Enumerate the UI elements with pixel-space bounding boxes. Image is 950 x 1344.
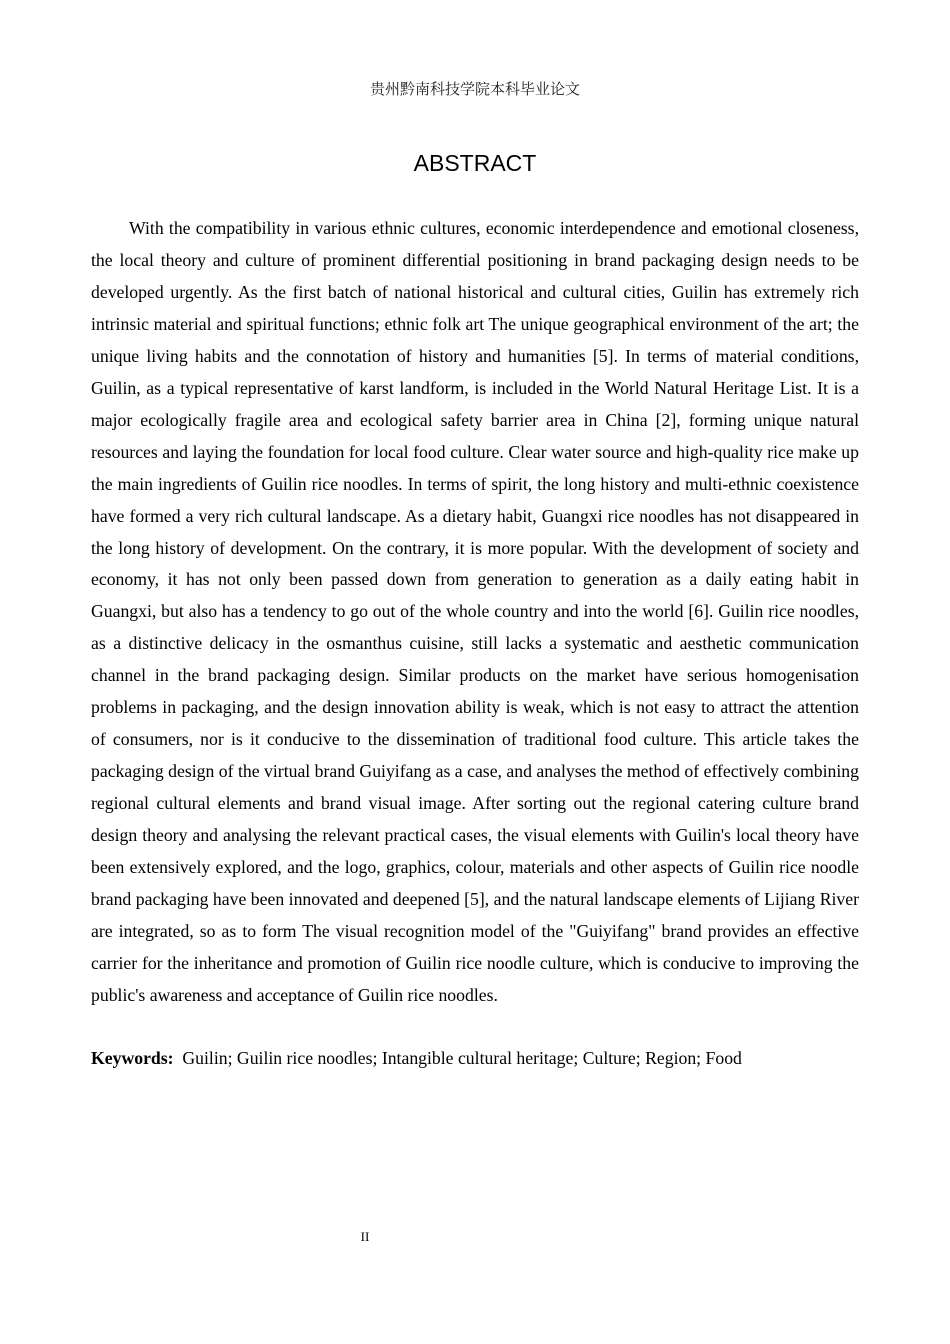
keywords-line <box>91 1043 859 1075</box>
running-header: 贵州黔南科技学院本科毕业论文 <box>369 80 580 98</box>
abstract-body: With the compatibility in various ethnic cultures, economic interdependence and emotional closeness, the local theory and culture of prominent differential positioning in brand packaging design needs to be developed urgently. As the first batch of national historical and cultural cities, Guilin has extremely rich intrinsic material and spiritual functions; ethnic folk art The unique geographical environment of the art; the unique living habits and the connotation of history and humanities [5]. In terms of material conditions, Guilin, as a typical representative of karst landform, is included in the World Natural Heritage List. It is a major ecologically fragile area and ecological safety barrier area in China [2], forming unique natural resources and laying the foundation for local food culture. Clear water source and high-quality rice make up the main ingredients of Guilin rice noodles. In terms of spirit, the long history and multi-ethnic coexistence have formed a very rich cultural landscape. As a dietary habit, Guangxi rice noodles has not disappeared in the long history of development. On the contrary, it is more popular. With the development of society and economy, it has not only been passed down from generation to generation as a daily eating habit in Guangxi, but also has a tendency to go out of the whole country and into the world [6]. Guilin rice noodles, as a distinctive delicacy in the osmanthus cuisine, still lacks a systematic and aesthetic communication channel in the brand packaging design. Similar products on the market have serious homogenisation problems in packaging, and the design innovation ability is weak, which is not easy to attract the attention of consumers, nor is it conducive to the dissemination of traditional food culture. This article takes the packaging design of the virtual brand Guiyifang as a case, and analyses the method of effectively combining regional cultural elements and brand visual image. After sorting out the regional catering culture brand design theory and analysing the relevant practical cases, the visual elements with Guilin's local theory have been extensively explored, and the logo, graphics, colour, materials and other aspects of Guilin rice noodle brand packaging have been innovated and deepened [5], and the natural landscape elements of Lijiang River are integrated, so as to form The visual recognition model of the "Guiyifang" brand provides an effective carrier for the inheritance and promotion of Guilin rice noodle culture, which is conducive to improving the public's awareness and acceptance of Guilin rice noodles. <box>91 218 859 1005</box>
keywords-label: Keywords: <box>91 1048 174 1068</box>
abstract-title: ABSTRACT <box>413 150 537 176</box>
keywords-list: Guilin; Guilin rice noodles; Intangible cultural heritage; Culture; Region; Food <box>182 1048 742 1068</box>
page-number: II <box>360 1229 370 1244</box>
